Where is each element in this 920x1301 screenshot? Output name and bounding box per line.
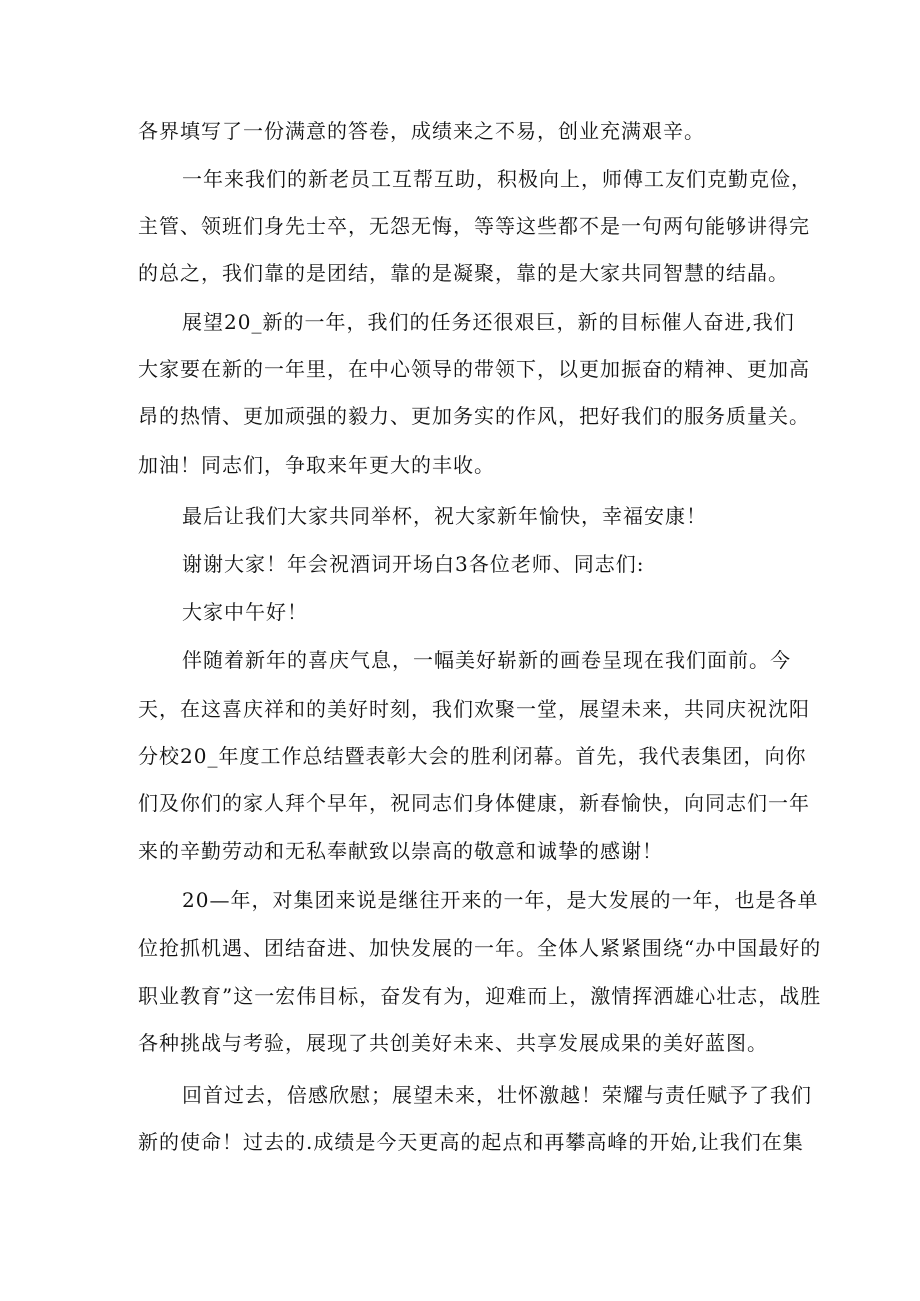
text-line: 分校20_年度工作总结暨表彰大会的胜利闭幕。首先，我代表集团，向你 bbox=[138, 744, 807, 768]
text-line: 各界填写了一份满意的答卷，成绩来之不易，创业充满艰辛。 bbox=[138, 119, 705, 143]
text-line: 各种挑战与考验，展现了共创美好未来、共享发展成果的美好蓝图。 bbox=[138, 1031, 768, 1055]
text-line: 最后让我们大家共同举杯，祝大家新年愉快，幸福安康！ bbox=[182, 504, 707, 528]
text-line: 职业教育”这一宏伟目标，奋发有为，迎难而上，激情挥洒雄心壮志，战胜 bbox=[138, 984, 822, 1008]
text-line: 新的使命！过去的.成绩是今天更高的起点和再攀高峰的开始,让我们在集 bbox=[138, 1130, 804, 1154]
text-line: 谢谢大家！年会祝酒词开场白3各位老师、同志们: bbox=[182, 552, 645, 576]
text-line: 伴随着新年的喜庆气息，一幅美好崭新的画卷呈现在我们面前。今 bbox=[182, 648, 791, 672]
text-line: 们及你们的家人拜个早年，祝同志们身体健康，新春愉快，向同志们一年 bbox=[138, 791, 810, 815]
text-line: 天，在这喜庆祥和的美好时刻，我们欢聚一堂，展望未来，共同庆祝沈阳 bbox=[138, 697, 810, 721]
text-line: 主管、领班们身先士卒，无怨无悔，等等这些都不是一句两句能够讲得完 bbox=[138, 214, 810, 238]
text-line: 加油！同志们，争取来年更大的丰收。 bbox=[138, 453, 495, 477]
text-line: 展望20_新的一年，我们的任务还很艰巨，新的目标催人奋进,我们 bbox=[182, 310, 795, 334]
text-line: 位抢抓机遇、团结奋进、加快发展的一年。全体人紧紧围绕“办中国最好的 bbox=[138, 936, 822, 960]
text-line: 大家中午好！ bbox=[182, 600, 308, 624]
text-line: 来的辛勤劳动和无私奉献致以崇高的敬意和诚挚的感谢！ bbox=[138, 839, 663, 863]
text-line: 回首过去，倍感欣慰；展望未来，壮怀激越！荣耀与责任赋予了我们 bbox=[182, 1083, 812, 1107]
text-line: 一年来我们的新老员工互帮互助，积极向上，师傅工友们克勤克俭， bbox=[182, 167, 812, 191]
text-line: 的总之，我们靠的是团结，靠的是凝聚，靠的是大家共同智慧的结晶。 bbox=[138, 261, 789, 285]
text-line: 昂的热情、更加顽强的毅力、更加务实的作风，把好我们的服务质量关。 bbox=[138, 404, 810, 428]
text-line: 大家要在新的一年里，在中心领导的带领下，以更加振奋的精神、更加高 bbox=[138, 357, 810, 381]
text-line: 20—年，对集团来说是继往开来的一年，是大发展的一年，也是各单 bbox=[182, 888, 819, 912]
